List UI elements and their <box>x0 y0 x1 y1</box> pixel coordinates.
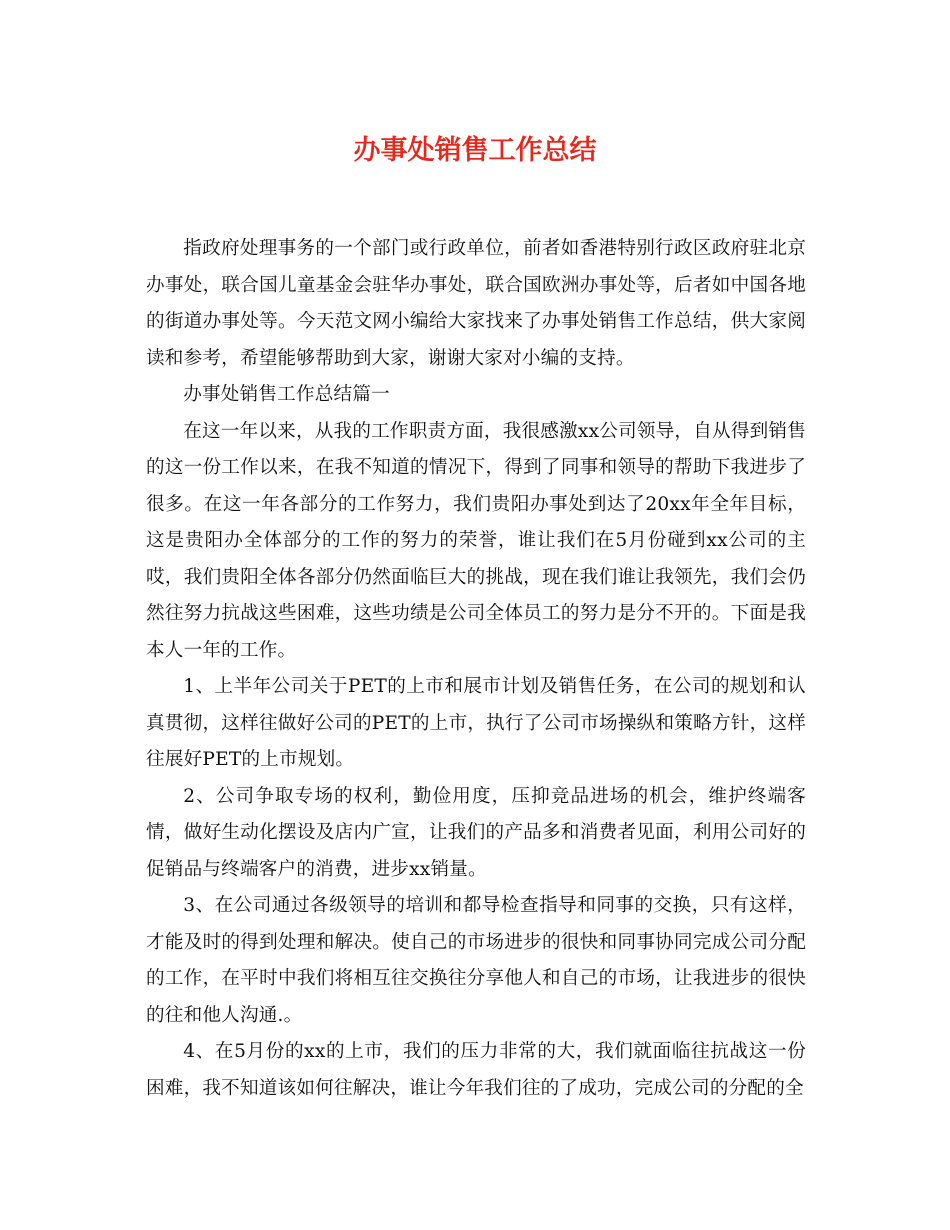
section-heading: 办事处销售工作总结篇一 <box>183 384 390 405</box>
paragraph-intro: 指政府处理事务的一个部门或行政单位，前者如香港特别行政区政府驻北京办事处，联合国儿童基金会驻华办事处，联合国欧洲办事处等，后者如中国各地的街道办事处等。今天范文网小编给大家找来了办事处销售工作总结，供大家阅读和参考，希望能够帮助到大家，谢谢大家对小编的支持。 <box>146 238 806 369</box>
document-body <box>146 231 806 1107</box>
paragraph-item-1: 1、上半年公司关于PET的上市和展市计划及销售任务，在公司的规划和认真贯彻，这样往做好公司的PET的上市，执行了公司市场操纵和策略方针，这样往展好PET的上市规划。 <box>146 676 806 770</box>
paragraph-item-2: 2、公司争取专场的权利，勤俭用度，压抑竞品进场的机会，维护终端客情，做好生动化摆设及店内广宣，让我们的产品多和消费者见面，利用公司好的促销品与终端客户的消费，进步xx销量。 <box>146 785 806 880</box>
paragraph-item-4: 4、在5月份的xx的上市，我们的压力非常的大，我们就面临往抗战这一份困难，我不知道该如何往解决，谁让今年我们往的了成功，完成公司的分配的全 <box>146 1041 806 1099</box>
document-title: 办事处销售工作总结 <box>353 135 597 166</box>
paragraph-overview: 在这一年以来，从我的工作职责方面，我很感激xx公司领导，自从得到销售的这一份工作以来，在我不知道的情况下，得到了同事和领导的帮助下我进步了很多。在这一年各部分的工作努力，我们贵阳办事处到达了20xx年全年目标，这是贵阳办全体部分的工作的努力的荣誉，谁让我们在5月份碰到xx公司的主哎，我们贵阳全体各部分仍然面临巨大的挑战，现在我们谁让我领先，我们会仍然往努力抗战这些困难，这些功绩是公司全体员工的努力是分不开的。下面是我本人一年的工作。 <box>146 420 806 661</box>
paragraph-item-3: 3、在公司通过各级领导的培训和都导检查指导和同事的交换，只有这样，才能及时的得到处理和解决。使自己的市场进步的很快和同事协同完成公司分配的工作，在平时中我们将相互往交换往分享他人和自己的市场，让我进步的很快的往和他人沟通.。 <box>146 895 806 1026</box>
